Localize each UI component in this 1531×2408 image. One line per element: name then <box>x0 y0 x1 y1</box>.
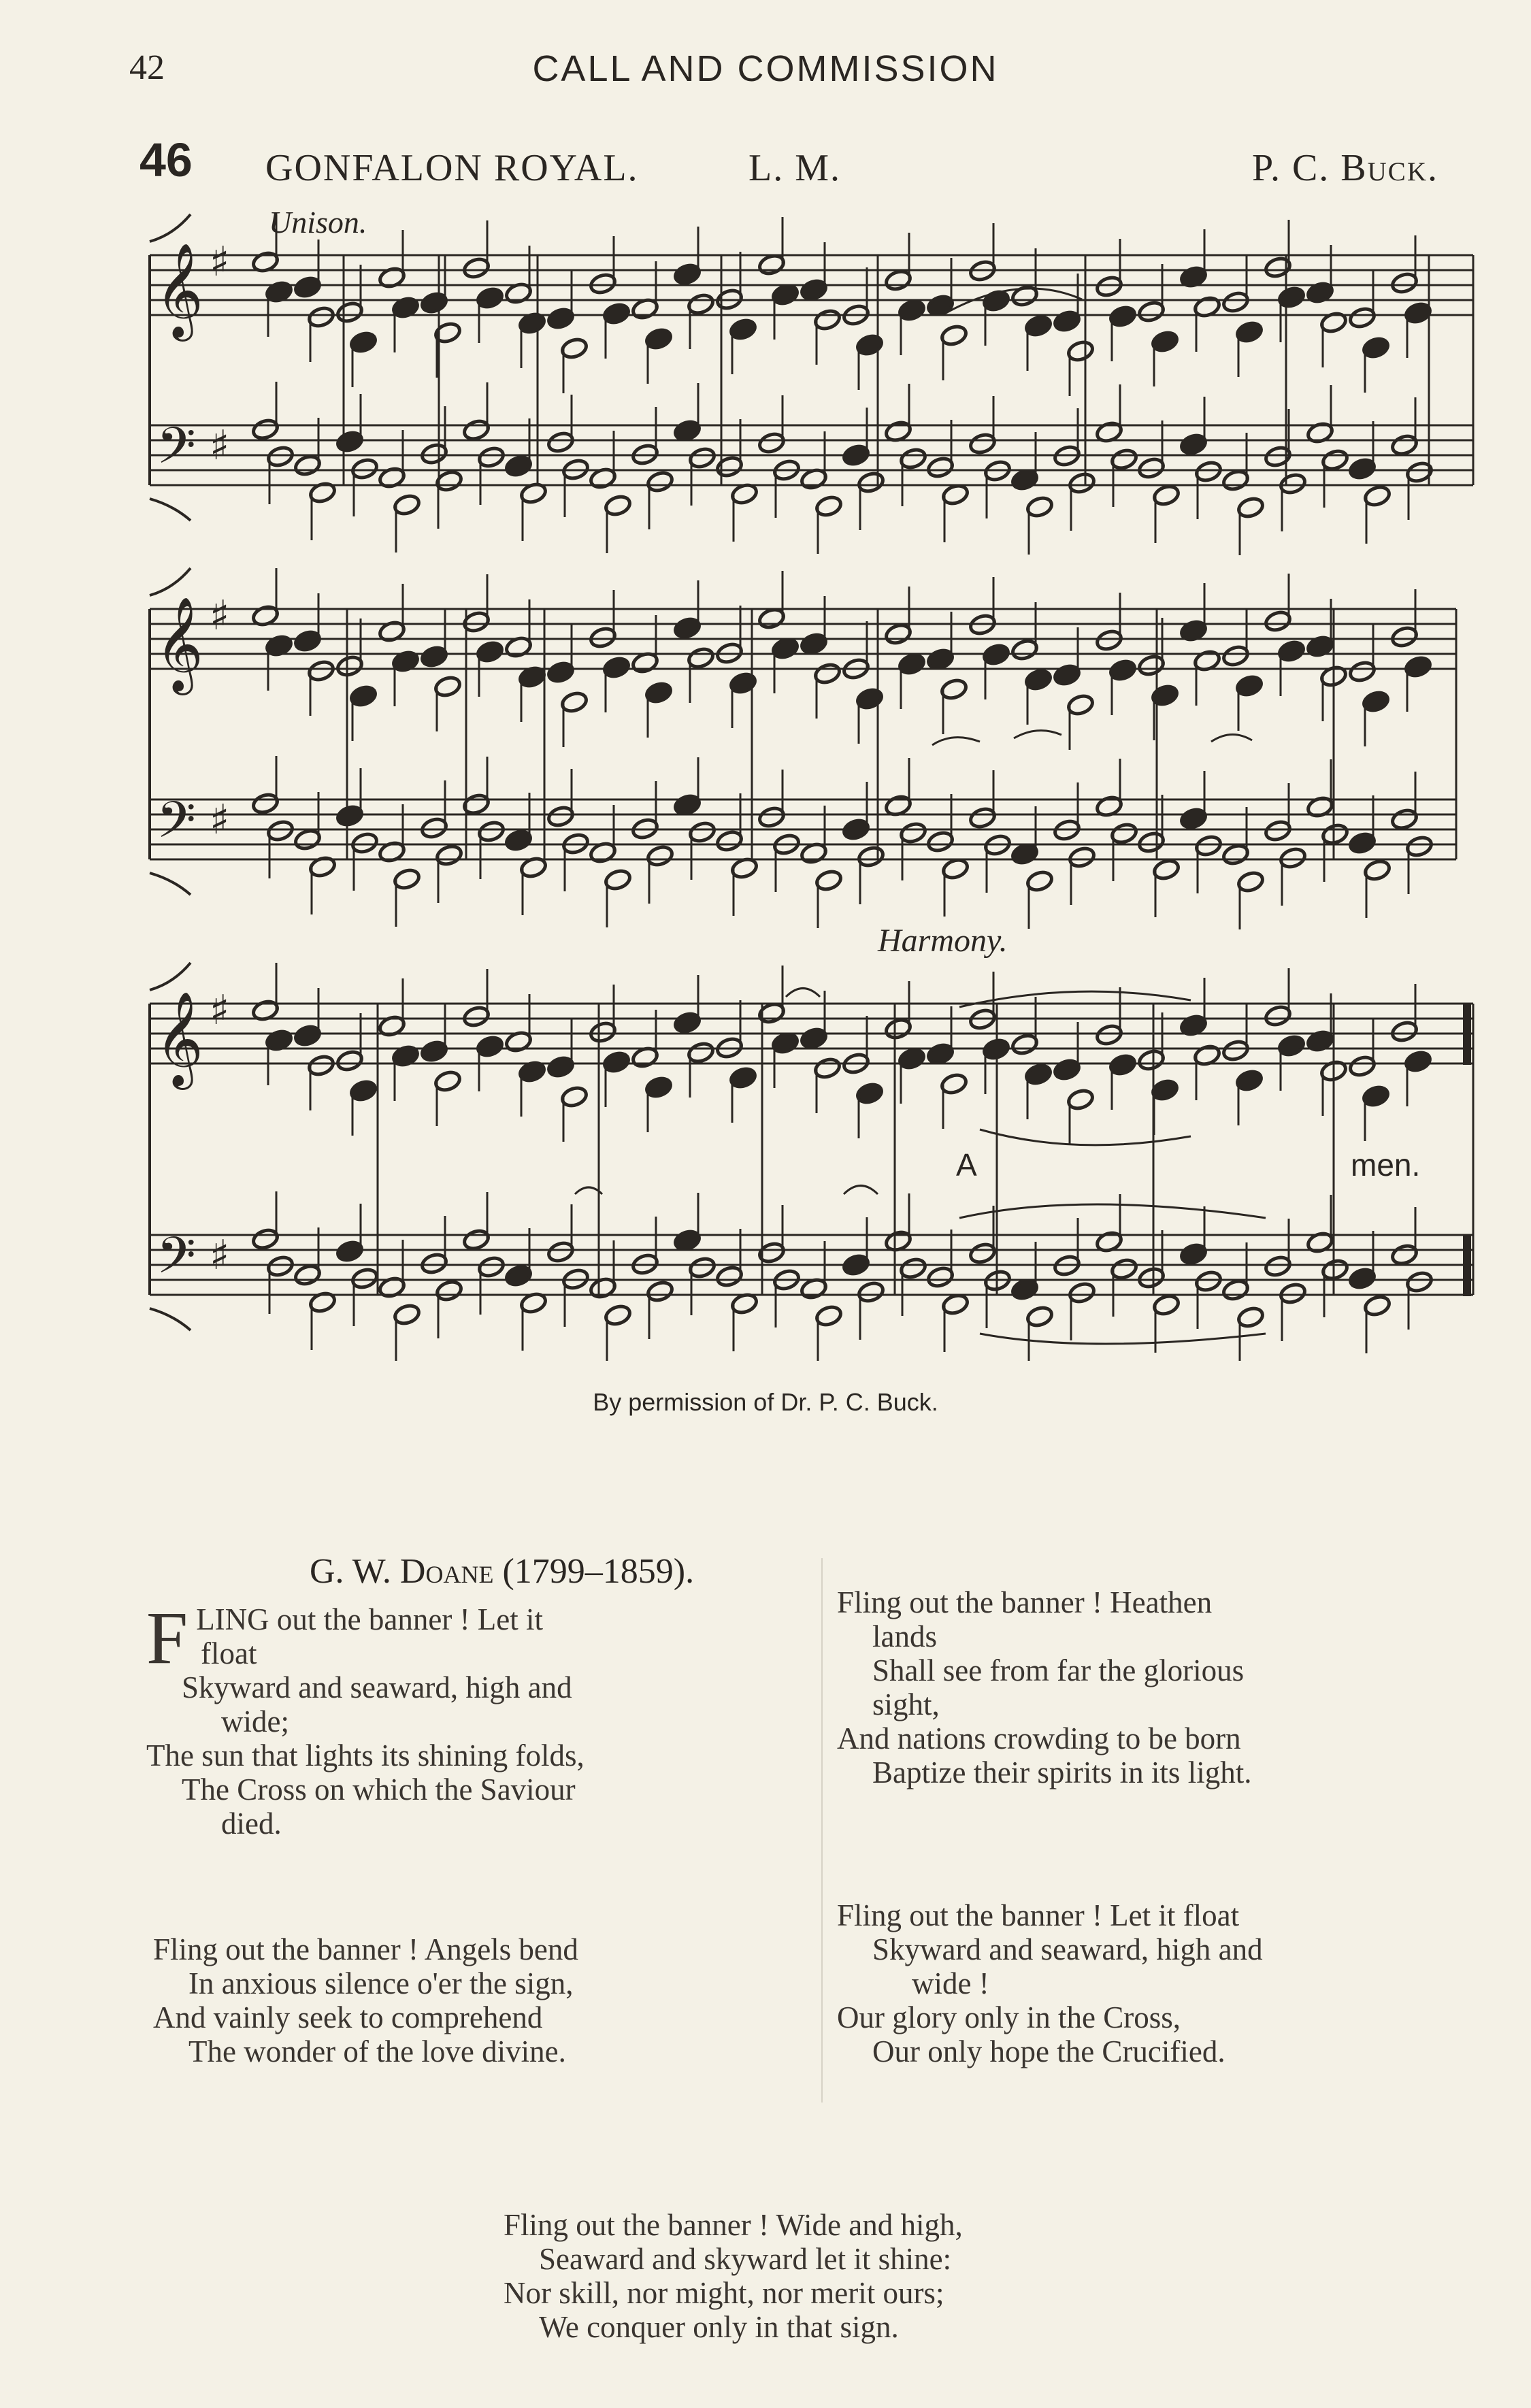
direction-unison: Unison. <box>269 205 367 240</box>
author-dates: (1799–1859). <box>502 1552 695 1591</box>
section-title: CALL AND COMMISSION <box>532 48 999 89</box>
key-signature-sharp: ♯ <box>210 1232 230 1279</box>
stanza-line: float <box>201 1636 257 1670</box>
key-signature-sharp: ♯ <box>210 238 230 286</box>
stanza-3 <box>837 1585 1504 1789</box>
stanza-line: Fling out the banner ! Let it float <box>837 1898 1240 1932</box>
brace-top <box>150 568 191 595</box>
stanza-line: Nor skill, nor might, nor merit ours; <box>504 2276 944 2310</box>
stanza-1 <box>146 1596 800 1841</box>
final-barline <box>1463 1004 1471 1065</box>
slur <box>980 1334 1266 1344</box>
treble-clef: 𝄞 <box>155 597 203 691</box>
slur <box>1014 731 1061 738</box>
fermata <box>844 1186 878 1195</box>
stanza-line: The wonder of the love divine. <box>188 2034 566 2068</box>
page-number: 42 <box>129 48 165 87</box>
bass-clef: 𝄢 <box>157 791 196 862</box>
stanza-line: Fling out the banner ! Wide and high, <box>504 2208 963 2242</box>
amen-syllable-men: men. <box>1351 1147 1421 1183</box>
brace-bottom <box>150 873 191 895</box>
stanza-line: And vainly seek to comprehend <box>153 2000 543 2034</box>
key-signature-sharp: ♯ <box>210 987 230 1034</box>
stanza-line: lands <box>872 1619 937 1653</box>
stanza-line: Baptize their spirits in its light. <box>872 1755 1252 1789</box>
stanza-4 <box>837 1898 1504 2068</box>
stanza-line: wide ! <box>912 1966 989 2000</box>
bass-clef: 𝄢 <box>157 1226 196 1298</box>
stanza-line: Our only hope the Crucified. <box>872 2034 1225 2068</box>
brace-top <box>150 963 191 990</box>
treble-clef: 𝄞 <box>155 243 203 337</box>
stanza-2 <box>153 1932 806 2068</box>
drop-cap: F <box>146 1596 188 1679</box>
hymn-number: 46 <box>139 133 193 186</box>
tune-name: GONFALON ROYAL. <box>265 147 639 189</box>
bass-clef: 𝄢 <box>157 416 196 488</box>
stanza-line: wide; <box>221 1704 289 1738</box>
direction-harmony: Harmony. <box>878 923 1008 959</box>
stanza-line: And nations crowding to be born <box>837 1721 1241 1755</box>
stanza-line: Our glory only in the Cross, <box>837 2000 1181 2034</box>
key-signature-sharp: ♯ <box>210 796 230 844</box>
meter: L. M. <box>748 147 841 189</box>
slur <box>959 1204 1266 1218</box>
key-signature-sharp: ♯ <box>210 422 230 469</box>
fermata <box>786 989 820 997</box>
composer: P. C. Buck. <box>1252 147 1438 189</box>
final-barline <box>1463 1235 1471 1296</box>
brace-bottom <box>150 499 191 521</box>
stanza-line: died. <box>221 1807 282 1841</box>
slur <box>932 738 980 745</box>
key-signature-sharp: ♯ <box>210 592 230 640</box>
author-credit <box>310 1551 694 1591</box>
slur <box>980 1129 1191 1145</box>
column-divider <box>821 1558 823 2102</box>
treble-clef: 𝄞 <box>155 991 203 1086</box>
stanza-line: Seaward and skyward let it shine: <box>539 2242 952 2276</box>
stanza-line: Skyward and seaward, high and <box>182 1670 572 1704</box>
stanza-line: In anxious silence o'er the sign, <box>188 1966 574 2000</box>
author-name: G. W. Doane <box>310 1552 494 1591</box>
amen-syllable-a: A <box>956 1147 977 1183</box>
stanza-line: Skyward and seaward, high and <box>872 1932 1263 1966</box>
slur <box>1211 734 1252 742</box>
stanza-5 <box>504 2208 1252 2344</box>
brace-top <box>150 214 191 242</box>
stanza-line: Fling out the banner ! Angels bend <box>153 1932 578 1966</box>
stanza-line: Fling out the banner ! Heathen <box>837 1585 1213 1619</box>
stanza-line: We conquer only in that sign. <box>539 2310 899 2344</box>
brace-bottom <box>150 1308 191 1330</box>
stanza-line: The sun that lights its shining folds, <box>146 1738 585 1772</box>
stanza-line: sight, <box>872 1687 940 1721</box>
stanza-line-rest: LING out the banner ! Let it <box>196 1602 544 1636</box>
stanza-line: The Cross on which the Saviour <box>182 1772 576 1807</box>
permission-note: By permission of Dr. P. C. Buck. <box>593 1388 938 1416</box>
stanza-line: Shall see from far the glorious <box>872 1653 1245 1687</box>
